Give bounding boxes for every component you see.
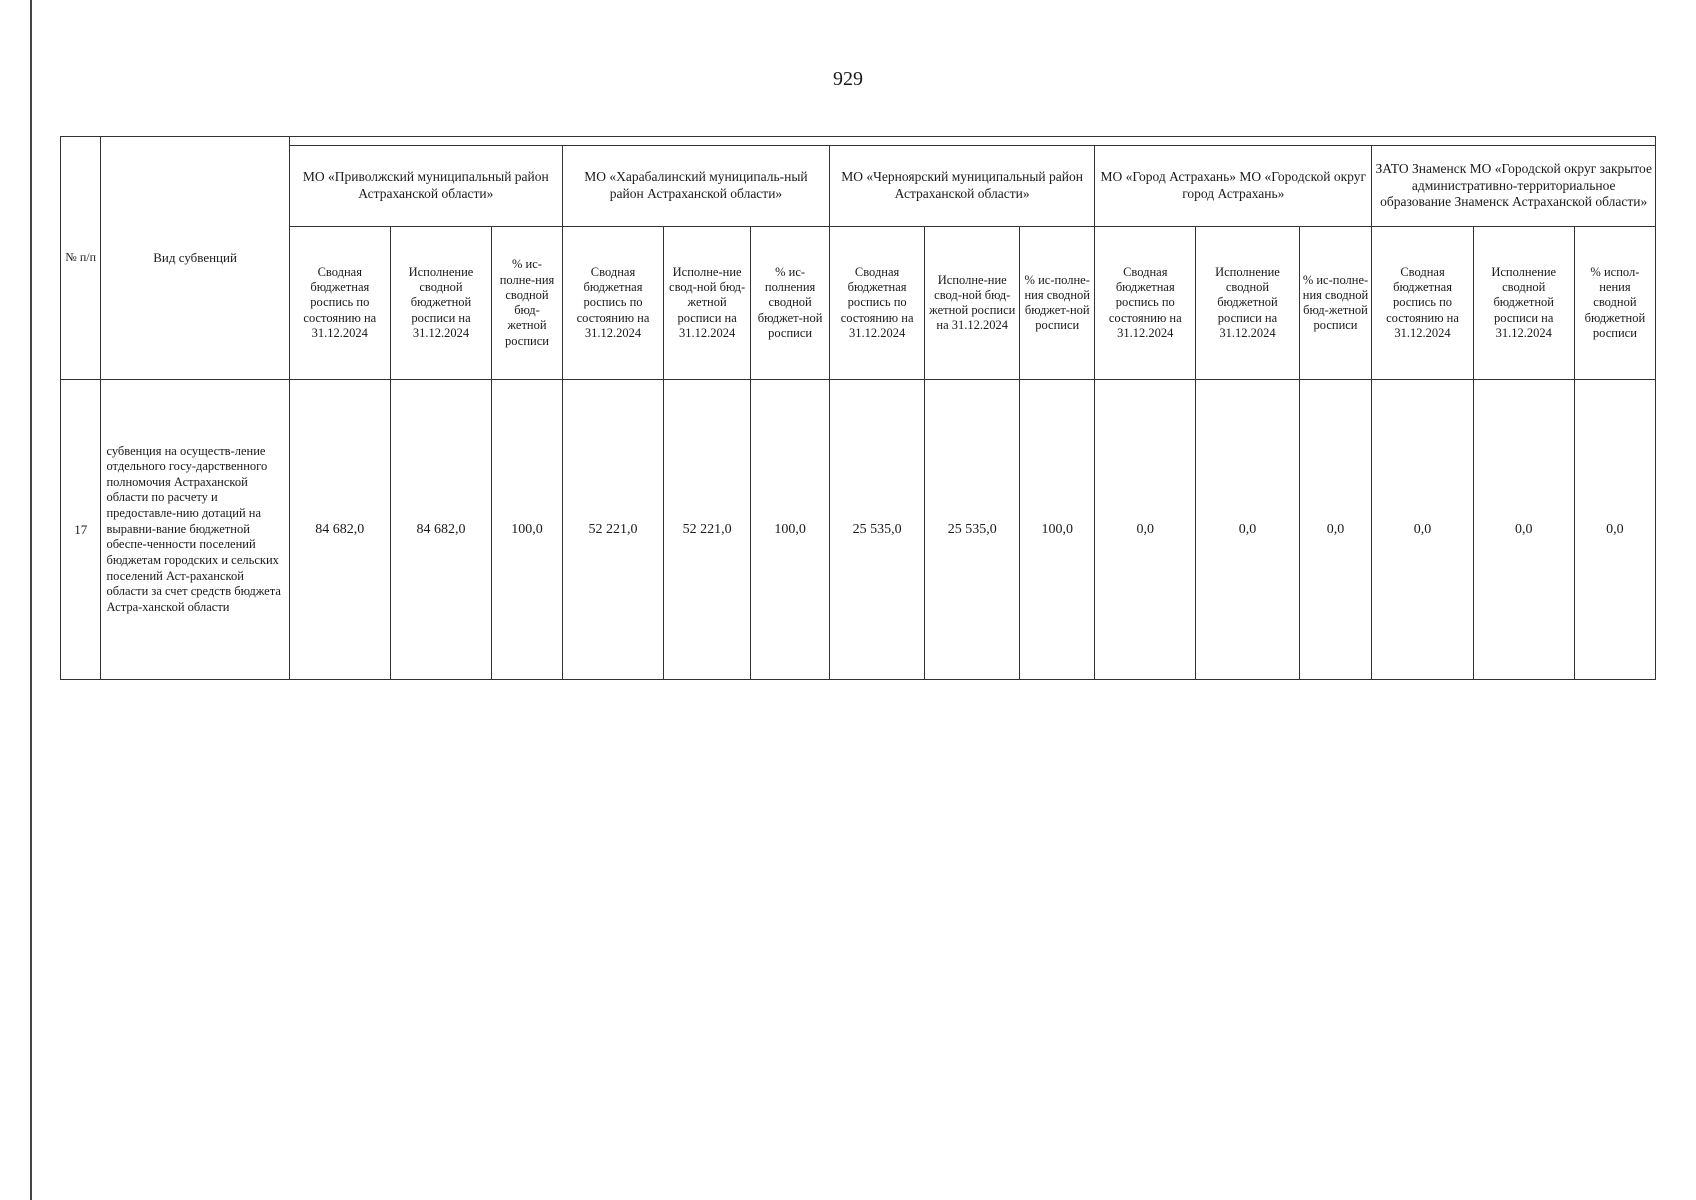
col-num-header: № п/п: [61, 137, 101, 380]
subheader-budget-execution: Исполне-ние свод-ной бюд-жетной росписи на 31.12.2024: [664, 227, 751, 380]
header-top-strip: [289, 137, 1655, 146]
subheader-budget-execution: Исполнение сводной бюджетной росписи на 31.12.2024: [1196, 227, 1299, 380]
subheader-budget-execution: Исполне-ние свод-ной бюд-жетной росписи на 31.12.2024: [925, 227, 1020, 380]
subheader-execution-percent: % ис-полне-ния сводной бюд-жетной росписи: [492, 227, 563, 380]
subheader-budget-plan: Сводная бюджетная роспись по состоянию на 31.12.2024: [289, 227, 390, 380]
table-top-strip-row: [61, 137, 1656, 146]
subheader-budget-plan: Сводная бюджетная роспись по состоянию на 31.12.2024: [562, 227, 663, 380]
cell-value: 84 682,0: [390, 380, 491, 680]
subheader-budget-plan: Сводная бюджетная роспись по состоянию на 31.12.2024: [1095, 227, 1196, 380]
col-kind-header: Вид субвенций: [101, 137, 289, 380]
cell-value: 0,0: [1372, 380, 1473, 680]
subheader-execution-percent: % испол-нения сводной бюджетной росписи: [1574, 227, 1655, 380]
subheader-execution-percent: % ис-полнения сводной бюджет-ной росписи: [751, 227, 830, 380]
group-header-znamensk: ЗАТО Знаменск МО «Городской округ закрытое административно-территориальное образование Знаменск Астраханской области»: [1372, 146, 1656, 227]
page-number: 929: [833, 68, 863, 90]
table-row: [61, 380, 1656, 680]
row-number: 17: [61, 380, 101, 680]
cell-value: 0,0: [1299, 380, 1372, 680]
cell-value: 52 221,0: [562, 380, 663, 680]
cell-value: 84 682,0: [289, 380, 390, 680]
cell-value: 100,0: [1020, 380, 1095, 680]
cell-value: 0,0: [1095, 380, 1196, 680]
sub-header-row: [61, 227, 1656, 380]
cell-value: 0,0: [1574, 380, 1655, 680]
group-header-privolzhsky: МО «Приволжский муниципальный район Астраханской области»: [289, 146, 562, 227]
subheader-budget-plan: Сводная бюджетная роспись по состоянию на 31.12.2024: [1372, 227, 1473, 380]
subheader-budget-execution: Исполнение сводной бюджетной росписи на 31.12.2024: [390, 227, 491, 380]
group-header-row: [61, 146, 1656, 227]
cell-value: 0,0: [1473, 380, 1574, 680]
group-header-kharabalinsky: МО «Харабалинский муниципаль-ный район Астраханской области»: [562, 146, 829, 227]
row-subvention-kind: субвенция на осуществ-ление отдельного госу-дарственного полномочия Астраханской области по расчету и предоставле-нию дотаций на выравни-вание бюджетной обеспе-ченности поселений бюджетам городских и сельских поселений Аст-раханской области за счет средств бюджета Астра-ханской области: [101, 380, 289, 680]
subheader-execution-percent: % ис-полне-ния сводной бюджет-ной росписи: [1020, 227, 1095, 380]
cell-value: 0,0: [1196, 380, 1299, 680]
page-binding-line: [30, 0, 32, 1200]
cell-value: 52 221,0: [664, 380, 751, 680]
subheader-budget-plan: Сводная бюджетная роспись по состоянию на 31.12.2024: [830, 227, 925, 380]
group-header-astrakhan-city: МО «Город Астрахань» МО «Городской округ город Астрахань»: [1095, 146, 1372, 227]
group-header-chernoyarsky: МО «Черноярский муниципальный район Астраханской области»: [830, 146, 1095, 227]
cell-value: 100,0: [492, 380, 563, 680]
cell-value: 25 535,0: [925, 380, 1020, 680]
cell-value: 25 535,0: [830, 380, 925, 680]
subheader-execution-percent: % ис-полне-ния сводной бюд-жетной росписи: [1299, 227, 1372, 380]
cell-value: 100,0: [751, 380, 830, 680]
subheader-budget-execution: Исполнение сводной бюджетной росписи на 31.12.2024: [1473, 227, 1574, 380]
subvention-table: [60, 136, 1656, 680]
